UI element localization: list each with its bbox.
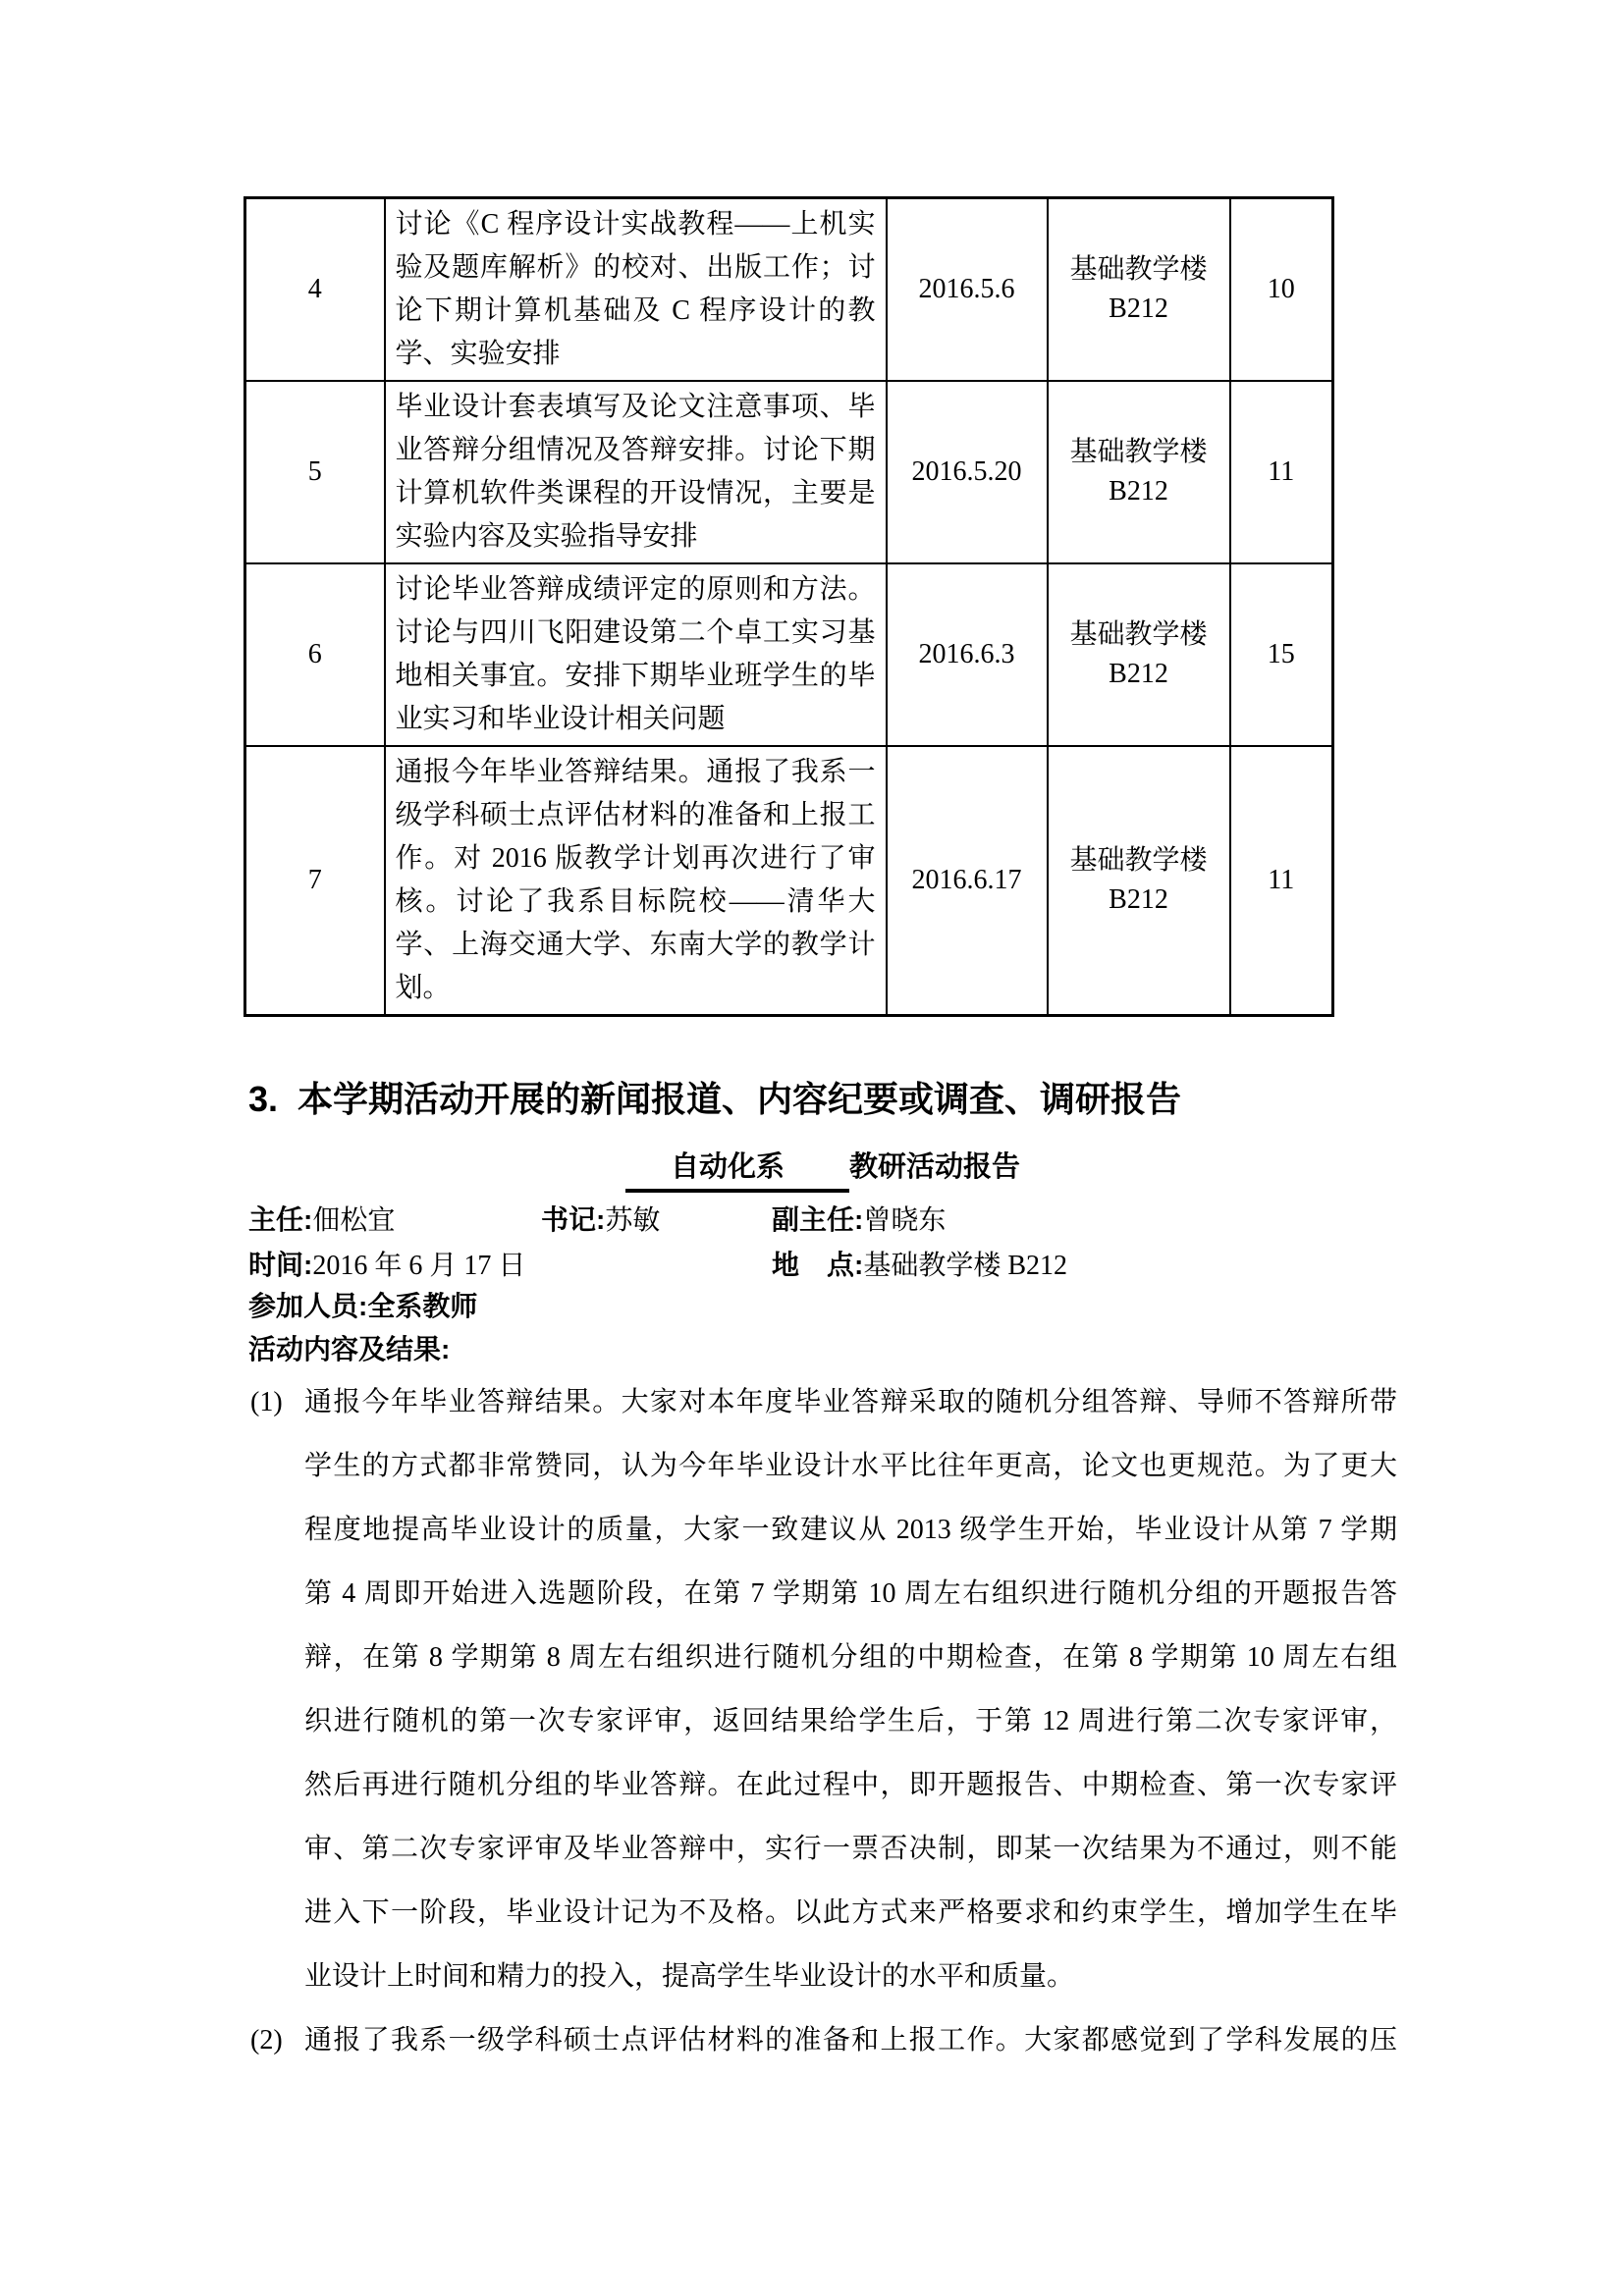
activity-date-cell: 2016.5.20 <box>887 381 1048 563</box>
paragraph-2 <box>248 2008 1397 2072</box>
activity-location-cell: 基础教学楼 B212 <box>1048 746 1230 1016</box>
paragraph-1-line: 然后再进行随机分组的毕业答辩。在此过程中，即开题报告、中期检查、第一次专家评 <box>304 1770 1397 1800</box>
place-label: 地 点: <box>772 1250 864 1280</box>
director-field <box>248 1201 395 1241</box>
time-field <box>248 1246 525 1286</box>
activity-content-cell: 讨论《C 程序设计实战教程——上机实验及题库解析》的校对、出版工作；讨论下期计算机基础及 C 程序设计的教学、实验安排 <box>385 198 887 382</box>
paragraph-1-line: 通报今年毕业答辩结果。大家对本年度毕业答辩采取的随机分组答辩、导师不答辩所带 <box>304 1387 1397 1417</box>
attendance-count-cell: 15 <box>1230 563 1333 746</box>
activity-location-cell: 基础教学楼 B212 <box>1048 198 1230 382</box>
meta-line-officers <box>248 1201 1397 1244</box>
place-field <box>772 1246 1067 1286</box>
paragraph-1-marker: (1) <box>250 1387 283 1417</box>
table-row <box>245 381 1333 563</box>
secretary-field <box>541 1201 660 1241</box>
deputy-field <box>772 1201 946 1241</box>
department-name: 自动化系 <box>625 1150 849 1193</box>
deputy-label: 副主任: <box>772 1204 864 1235</box>
director-value: 佃松宜 <box>312 1205 396 1236</box>
paragraph-1-line: 审、第二次专家评审及毕业答辩中，实行一票否决制，即某一次结果为不通过，则不能 <box>304 1834 1397 1864</box>
table-row <box>245 198 1333 382</box>
secretary-value: 苏敏 <box>605 1205 661 1236</box>
paragraph-1-line: 辩，在第 8 学期第 8 周左右组织进行随机分组的中期检查，在第 8 学期第 10 周左右组 <box>304 1642 1397 1673</box>
table-row <box>245 746 1333 1016</box>
section-heading <box>248 1080 1181 1119</box>
paragraph-1-line: 学生的方式都非常赞同，认为今年毕业设计水平比往年更高，论文也更规范。为了更大 <box>304 1451 1397 1481</box>
paragraph-2-marker: (2) <box>250 2025 283 2056</box>
row-number-cell: 6 <box>245 563 385 746</box>
content-result-heading: 活动内容及结果: <box>248 1334 451 1364</box>
time-label: 时间: <box>248 1250 313 1280</box>
attendance-count-cell: 11 <box>1230 746 1333 1016</box>
secretary-label: 书记: <box>541 1204 606 1235</box>
paragraph-1-line: 进入下一阶段，毕业设计记为不及格。以此方式来严格要求和约束学生，增加学生在毕 <box>304 1897 1397 1928</box>
row-number-cell: 4 <box>245 198 385 382</box>
activity-content-cell: 毕业设计套表填写及论文注意事项、毕业答辩分组情况及答辩安排。讨论下期计算机软件类课程的开设情况，主要是实验内容及实验指导安排 <box>385 381 887 563</box>
activity-date-cell: 2016.6.17 <box>887 746 1048 1016</box>
paragraph-1-line: 业设计上时间和精力的投入，提高学生毕业设计的水平和质量。 <box>304 1961 1075 1992</box>
time-value: 2016 年 6 月 17 日 <box>312 1251 526 1281</box>
participants-line: 参加人员:全系教师 <box>248 1291 478 1321</box>
activity-date-cell: 2016.6.3 <box>887 563 1048 746</box>
attendance-count-cell: 11 <box>1230 381 1333 563</box>
report-subtitle <box>248 1150 1397 1193</box>
place-value: 基础教学楼 B212 <box>863 1251 1068 1281</box>
activity-content-cell: 通报今年毕业答辩结果。通报了我系一级学科硕士点评估材料的准备和上报工作。对 2016 版教学计划再次进行了审核。讨论了我系目标院校——清华大学、上海交通大学、东南大学的教学计划。 <box>385 746 887 1016</box>
row-number-cell: 5 <box>245 381 385 563</box>
paragraph-1-line: 织进行随机的第一次专家评审，返回结果给学生后，于第 12 周进行第二次专家评审， <box>304 1706 1397 1736</box>
activity-date-cell: 2016.5.6 <box>887 198 1048 382</box>
paragraph-2-line: 通报了我系一级学科硕士点评估材料的准备和上报工作。大家都感觉到了学科发展的压 <box>304 2025 1397 2056</box>
activity-table <box>244 196 1334 1017</box>
activity-location-cell: 基础教学楼 B212 <box>1048 381 1230 563</box>
activity-content-cell: 讨论毕业答辩成绩评定的原则和方法。讨论与四川飞阳建设第二个卓工实习基地相关事宜。安排下期毕业班学生的毕业实习和毕业设计相关问题 <box>385 563 887 746</box>
attendance-count-cell: 10 <box>1230 198 1333 382</box>
section-title: 本学期活动开展的新闻报道、内容纪要或调查、调研报告 <box>298 1079 1182 1119</box>
report-type: 教研活动报告 <box>849 1151 1021 1183</box>
paragraph-1 <box>248 1370 1397 2008</box>
row-number-cell: 7 <box>245 746 385 1016</box>
meta-line-time-place <box>248 1246 1397 1289</box>
activity-result-body <box>248 1370 1397 2072</box>
director-label: 主任: <box>248 1204 313 1235</box>
table-row <box>245 563 1333 746</box>
paragraph-1-line: 程度地提高毕业设计的质量，大家一致建议从 2013 级学生开始，毕业设计从第 7 学期 <box>304 1515 1397 1545</box>
section-number: 3. <box>248 1079 279 1119</box>
activity-location-cell: 基础教学楼 B212 <box>1048 563 1230 746</box>
paragraph-1-line: 第 4 周即开始进入选题阶段，在第 7 学期第 10 周左右组织进行随机分组的开题报告答 <box>304 1578 1397 1609</box>
deputy-value: 曾晓东 <box>863 1205 947 1236</box>
